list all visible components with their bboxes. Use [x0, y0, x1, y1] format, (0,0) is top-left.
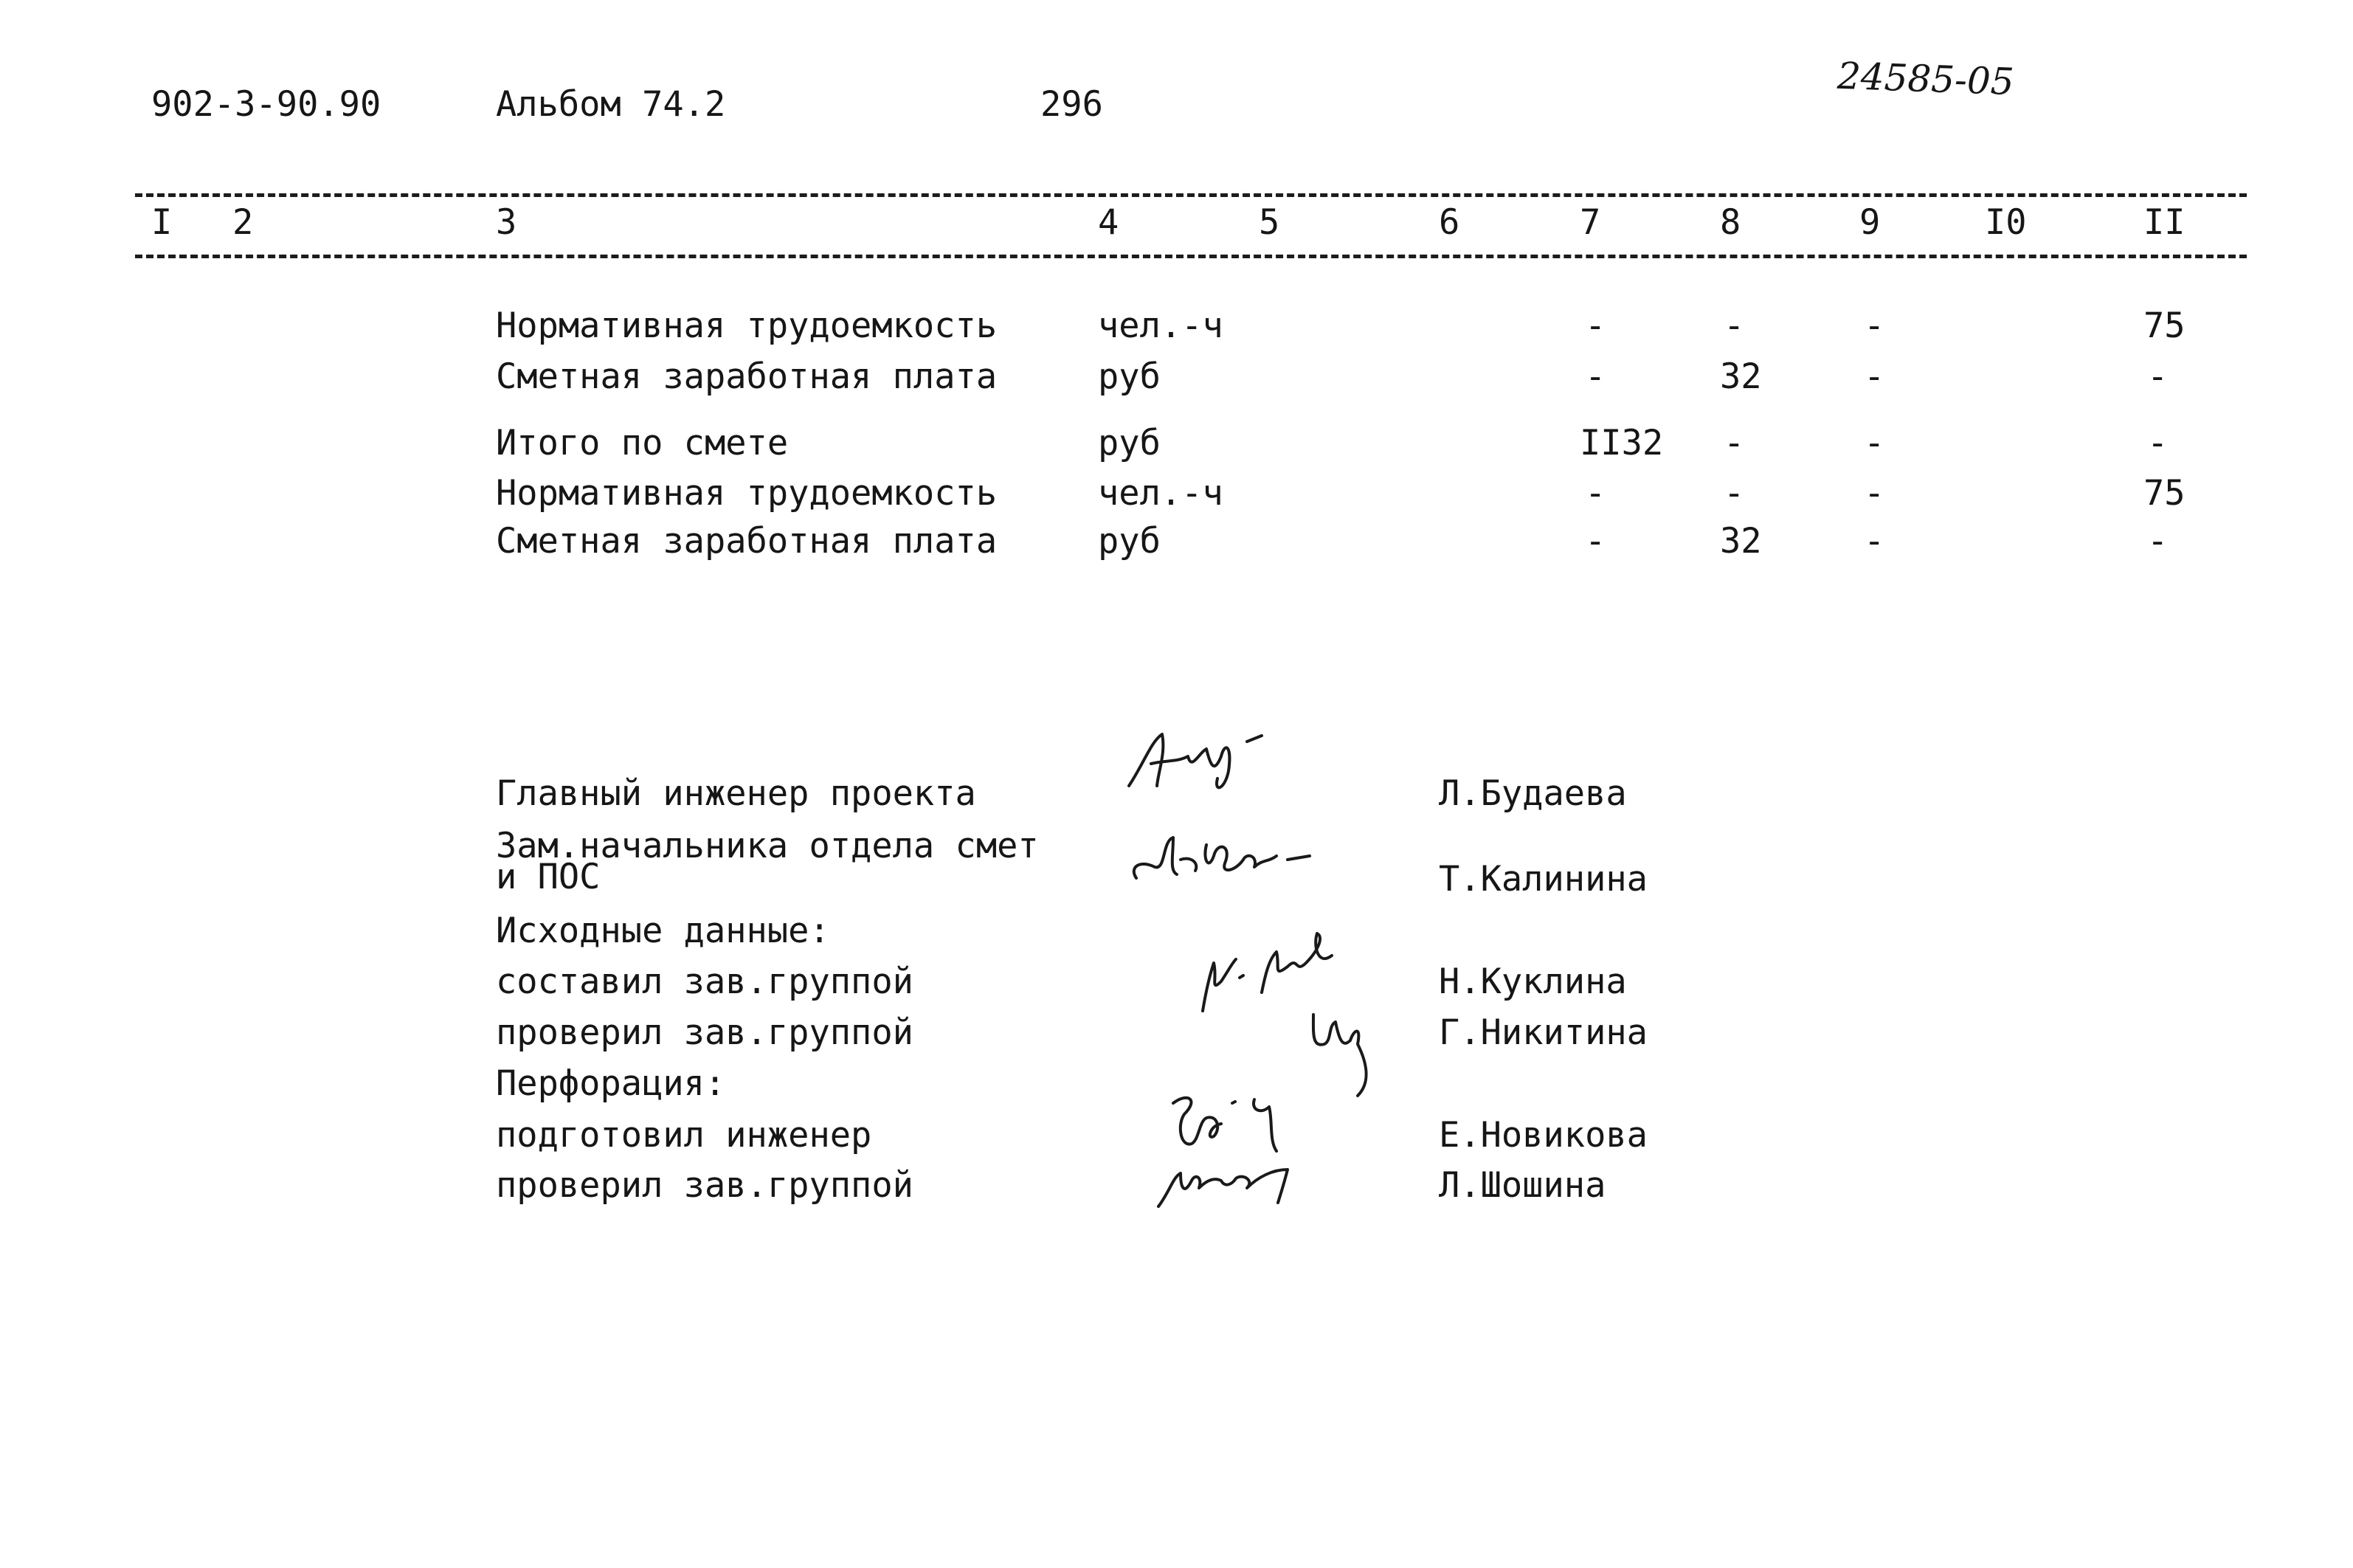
row-unit: чел.-ч [1098, 305, 1223, 346]
row-col7: - [1585, 521, 1606, 562]
header-bottom-rule [135, 255, 2247, 258]
row-col11: 75 [2143, 473, 2186, 514]
signature-mark-nikitina [1306, 1000, 1395, 1103]
row-unit: руб [1098, 521, 1161, 562]
row-col11: - [2147, 521, 2169, 562]
row-name: Нормативная трудоемкость [496, 473, 998, 514]
col-header-6: 6 [1439, 202, 1460, 243]
row-col8: - [1724, 305, 1745, 346]
signature-role: Зам.начальника отдела смет [496, 826, 1039, 866]
row-col8: - [1724, 473, 1745, 514]
col-header-3: 3 [496, 202, 517, 243]
signature-name: Г.Никитина [1439, 1012, 1648, 1053]
top-rule [135, 193, 2247, 197]
row-col9: - [1864, 521, 1885, 562]
row-unit: руб [1098, 423, 1161, 463]
row-col7: - [1585, 473, 1606, 514]
signature-name: Т.Калинина [1439, 859, 1648, 899]
row-col9: - [1864, 423, 1885, 463]
row-col7: II32 [1580, 423, 1664, 463]
col-header-5: 5 [1259, 202, 1280, 243]
row-col11: 75 [2143, 305, 2186, 346]
col-header-11: II [2143, 202, 2186, 243]
row-name: Сметная заработная плата [496, 356, 998, 397]
signature-mark-kalinina [1122, 826, 1313, 893]
signature-mark-budaeva [1122, 719, 1299, 801]
signature-name: Л.Будаева [1439, 773, 1627, 814]
document-code: 902-3-90.90 [151, 84, 381, 125]
row-col11: - [2147, 423, 2169, 463]
row-col9: - [1864, 305, 1885, 346]
signature-name: Е.Новикова [1439, 1115, 1648, 1156]
signature-role: Главный инженер проекта [496, 773, 976, 814]
col-header-2: 2 [232, 202, 254, 243]
row-col11: - [2147, 356, 2169, 397]
section-label: Перфорация: [496, 1063, 726, 1104]
row-col8: - [1724, 423, 1745, 463]
col-header-4: 4 [1098, 202, 1119, 243]
album-label: Альбом 74.2 [496, 84, 726, 125]
row-col7: - [1585, 356, 1606, 397]
signature-role-continued: и ПОС [496, 857, 601, 897]
row-unit: руб [1098, 356, 1161, 397]
signature-role: составил зав.группой [496, 961, 913, 1002]
row-col8: 32 [1720, 521, 1762, 562]
row-col7: - [1585, 305, 1606, 346]
signature-role: проверил зав.группой [496, 1165, 913, 1206]
row-name: Сметная заработная плата [496, 521, 998, 562]
row-col9: - [1864, 356, 1885, 397]
row-col8: 32 [1720, 356, 1762, 397]
row-col9: - [1864, 473, 1885, 514]
page-number: 296 [1040, 84, 1103, 125]
signature-mark-shoshina [1151, 1147, 1313, 1214]
signature-role: проверил зав.группой [496, 1012, 913, 1053]
col-header-8: 8 [1720, 202, 1741, 243]
col-header-9: 9 [1859, 202, 1881, 243]
col-header-1: I [151, 202, 173, 243]
col-header-10: I0 [1985, 202, 2027, 243]
col-header-7: 7 [1580, 202, 1601, 243]
row-unit: чел.-ч [1098, 473, 1223, 514]
row-name: Нормативная трудоемкость [496, 305, 998, 346]
signature-name: Н.Куклина [1439, 961, 1627, 1002]
handwritten-doc-number: 24585-05 [1837, 54, 2015, 104]
row-name: Итого по смете [496, 423, 789, 463]
section-label: Исходные данные: [496, 911, 830, 951]
signature-name: Л.Шошина [1439, 1165, 1606, 1206]
signature-role: подготовил инженер [496, 1115, 872, 1156]
